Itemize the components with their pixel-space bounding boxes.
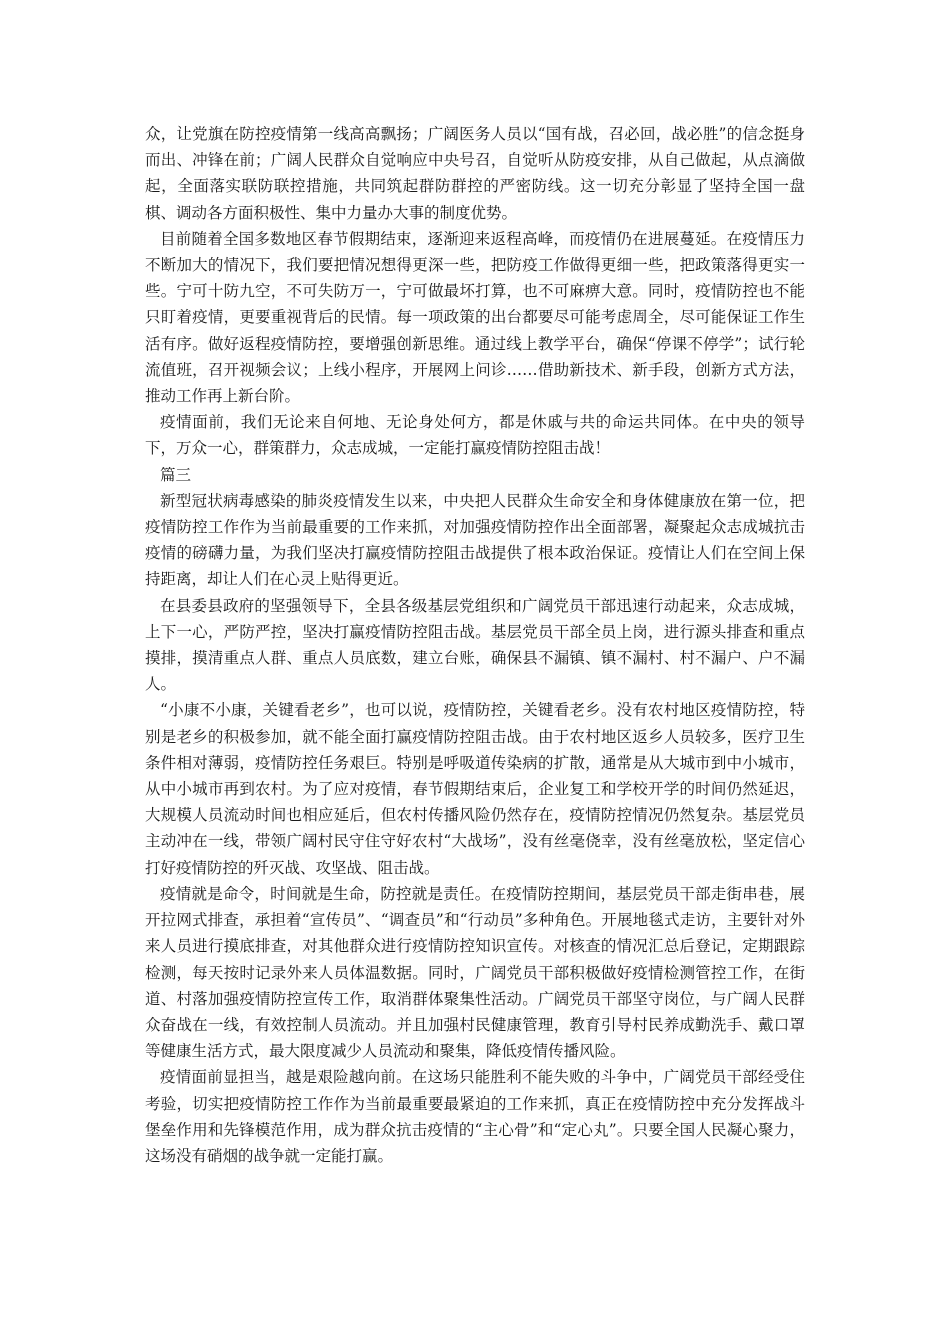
paragraph-rural-prevention: “小康不小康，关键看老乡”，也可以说，疫情防控，关键看老乡。没有农村地区疫情防控，特别是老乡的积极参加，就不能全面打赢疫情防控阻击战。由于农村地区返乡人员较多，医疗卫生条件相对薄弱，疫情防控任务艰巨。特别是呼吸道传染病的扩散，通常是从大城市到中小城市，从中小城市再到农村。为了应对疫情，春节假期结束后，企业复工和学校开学的时间仍然延迟，大规模人员流动时间也相应延后，但农村传播风险仍然存在，疫情防控情况仍然复杂。基层党员主动冲在一线，带领广阔村民守住守好农村“大战场”，没有丝毫侥幸，没有丝毫放松，坚定信心打好疫情防控的歼灭战、攻坚战、阻击战。	[145, 701, 805, 877]
paragraph-county-leadership: 在县委县政府的坚强领导下，全县各级基层党组织和广阔党员干部迅速行动起来，众志成城，上下一心，严防严控，坚决打赢疫情防控阻击战。基层党员干部全员上岗，进行源头排查和重点摸排，摸清重点人群、重点人员底数，建立台账，确保县不漏镇、镇不漏村、村不漏户、户不漏人。	[145, 596, 805, 694]
paragraph-return-travel: 目前随着全国多数地区春节假期结束，逐渐迎来返程高峰，而疫情仍在进展蔓延。在疫情压力不断加大的情况下，我们要把情况想得更深一些，把防疫工作做得更细一些，把政策落得更实一些。宁可十防九空，不可失防万一，宁可做最坏打算，也不可麻痹大意。同时，疫情防控也不能只盯着疫情，更要重视背后的民情。每一项政策的出台都要尽可能考虑周全，尽可能保证工作生活有序。做好返程疫情防控，要增强创新思维。通过线上教学平台，确保“停课不停学”；试行轮流值班，召开视频会议；上线小程序，开展网上问诊……借助新技术、新手段，创新方式方法，推动工作再上新台阶。	[145, 229, 805, 406]
section-heading: 篇三	[160, 465, 192, 484]
paragraph-intro: 新型冠状病毒感染的肺炎疫情发生以来，中央把人民群众生命安全和身体健康放在第一位，把疫情防控工作作为当前最重要的工作来抓，对加强疫情防控作出全面部署，凝聚起众志成城抗击疫情的磅礴力量，为我们坚决打赢疫情防控阻击战提供了根本政治保证。疫情让人们在空间上保持距离，却让人们在心灵上贴得更近。	[145, 491, 805, 589]
paragraph-grassroots-work: 疫情就是命令，时间就是生命，防控就是责任。在疫情防控期间，基层党员干部走街串巷，展开拉网式排查，承担着“宣传员”、“调查员”和“行动员”多种角色。开展地毯式走访，主要针对外来人员进行摸底排查，对其他群众进行疫情防控知识宣传。对核查的情况汇总后登记，定期跟踪检测，每天按时记录外来人员体温数据。同时，广阔党员干部积极做好疫情检测管控工作，在街道、村落加强疫情防控宣传工作，取消群体聚集性活动。广阔党员干部坚守岗位，与广阔人民群众奋战在一线，有效控制人员流动。并且加强村民健康管理，教育引导村民养成勤洗手、戴口罩等健康生活方式，最大限度减少人员流动和聚集，降低疫情传播风险。	[145, 884, 805, 1061]
paragraph-community: 疫情面前，我们无论来自何地、无论身处何方，都是休戚与共的命运共同体。在中央的领导下，万众一心，群策群力，众志成城，一定能打赢疫情防控阻击战！	[145, 413, 805, 458]
paragraph-conclusion: 疫情面前显担当，越是艰险越向前。在这场只能胜利不能失败的斗争中，广阔党员干部经受住考验，切实把疫情防控工作作为当前最重要最紧迫的工作来抓，真正在疫情防控中充分发挥战斗堡垒作用和先锋模范作用，成为群众抗击疫情的“主心骨”和“定心丸”。只要全国人民凝心聚力，这场没有硝烟的战争就一定能打赢。	[145, 1068, 805, 1165]
paragraph-continuation: 众，让党旗在防控疫情第一线高高飘扬；广阔医务人员以“国有战，召必回，战必胜”的信念挺身而出、冲锋在前；广阔人民群众自觉响应中央号召，自觉听从防疫安排，从自己做起，从点滴做起，全面落实联防联控措施，共同筑起群防群控的严密防线。这一切充分彰显了坚持全国一盘棋、调动各方面积极性、集中力量办大事的制度优势。	[145, 125, 805, 222]
document-body	[145, 121, 805, 1169]
